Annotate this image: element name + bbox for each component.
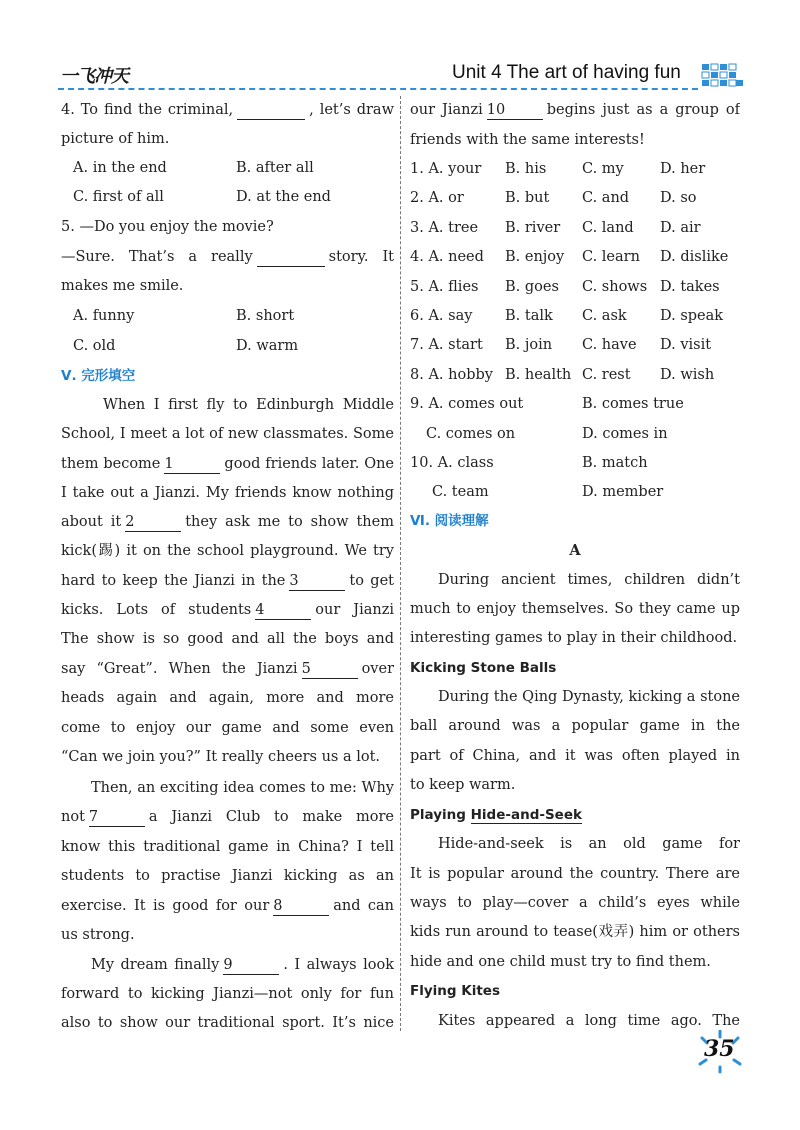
passage-line: ways to play—cover a child’s eyes while	[410, 895, 740, 911]
q5-line-1: 5. —Do you enjoy the movie?	[61, 219, 274, 235]
passage-line: part of China, and it was often played in	[410, 748, 740, 764]
choice-q7-option-d[interactable]: D. visit	[660, 337, 712, 354]
header-divider	[58, 88, 698, 90]
cloze-blank-9[interactable]: 9	[223, 956, 279, 975]
q5-blank[interactable]	[257, 248, 325, 267]
choice-q8-option-c[interactable]: C. rest	[582, 366, 631, 383]
q10-option-b[interactable]: B. match	[582, 455, 648, 471]
q4-option-c[interactable]: C. first of all	[73, 189, 164, 205]
choice-q2-option-b[interactable]: B. but	[505, 190, 550, 207]
q5-line-3: makes me smile.	[61, 278, 184, 294]
choice-q6-option-c[interactable]: C. ask	[582, 308, 627, 324]
q5-option-b[interactable]: B. short	[236, 308, 295, 324]
cloze-blank-2[interactable]: 2	[125, 513, 181, 532]
passage-line: much to enjoy themselves. So they came up	[410, 601, 740, 617]
q10-option-a[interactable]: 10. A. class	[410, 455, 494, 471]
choice-q5-option-a[interactable]: 5. A. flies	[410, 278, 479, 295]
choice-q4-option-d[interactable]: D. dislike	[660, 249, 729, 266]
q9-option-b[interactable]: B. comes true	[582, 396, 684, 412]
cloze-line: them become 1 good friends later. One	[61, 456, 394, 472]
cloze-line: also to show our traditional sport. It’s nice	[61, 1015, 394, 1031]
cloze-line: hard to keep the Jianzi in the 3 to get	[61, 573, 394, 589]
q9-option-d[interactable]: D. comes in	[582, 426, 668, 442]
choice-q5-option-b[interactable]: B. goes	[505, 278, 559, 295]
passage-line: to keep warm.	[410, 777, 516, 793]
choice-q2-option-a[interactable]: 2. A. or	[410, 190, 464, 207]
cloze-blank-10[interactable]: 10	[487, 101, 543, 120]
cloze-line: kick(踢) it on the school playground. We try	[61, 543, 394, 559]
cloze-line: friends with the same interests!	[410, 132, 645, 148]
cloze-line: come to enjoy our game and some even	[61, 714, 394, 744]
cloze-line: say “Great”. When the Jianzi 5 over	[61, 661, 394, 677]
choice-q6-option-b[interactable]: B. talk	[505, 308, 553, 324]
cloze-blank-1[interactable]: 1	[164, 455, 220, 474]
q4-option-a[interactable]: A. in the end	[73, 160, 167, 176]
choice-q4-option-b[interactable]: B. enjoy	[505, 249, 565, 266]
section-v-title: Ⅴ. 完形填空	[61, 368, 136, 384]
passage-label: A	[569, 542, 581, 559]
q4-option-d[interactable]: D. at the end	[236, 189, 331, 205]
choice-q3-option-c[interactable]: C. land	[582, 219, 634, 236]
cloze-line: students to practise Jianzi kicking as an	[61, 868, 394, 884]
passage-line: ball around was a popular game in the	[410, 718, 740, 734]
q9-option-c[interactable]: C. comes on	[426, 426, 516, 442]
q5-option-a[interactable]: A. funny	[73, 308, 135, 324]
cloze-line: When I first fly to Edinburgh Middle	[103, 397, 394, 413]
q5-option-d[interactable]: D. warm	[236, 338, 299, 354]
cloze-line: The show is so good and all the boys and	[61, 631, 394, 647]
cloze-line: exercise. It is good for our 8 and can	[61, 898, 394, 914]
passage-line: interesting games to play in their childhood.	[410, 630, 738, 646]
q5-line-2: —Sure. That’s a really story. It	[61, 249, 394, 265]
passage-line: hide and one child must try to find them.	[410, 954, 711, 970]
choice-q2-option-c[interactable]: C. and	[582, 190, 630, 207]
choice-q4-option-c[interactable]: C. learn	[582, 249, 640, 266]
brand-logo: 一飞冲天	[60, 66, 128, 87]
passage-line: During the Qing Dynasty, kicking a stone	[438, 689, 740, 705]
passage-line: It is popular around the country. There are	[410, 866, 740, 882]
passage-line: Kites appeared a long time ago. The	[438, 1013, 740, 1029]
cloze-line: forward to kicking Jianzi—not only for fun	[61, 986, 394, 1002]
column-divider	[400, 96, 401, 1031]
cloze-line: about it 2 they ask me to show them	[61, 514, 394, 530]
cloze-line: heads again and again, more and more	[61, 690, 394, 706]
cloze-line: My dream finally 9 . I always look	[91, 957, 394, 973]
choice-q2-option-d[interactable]: D. so	[660, 190, 697, 207]
cloze-line: School, I meet a lot of new classmates. Some	[61, 426, 394, 442]
cloze-blank-7[interactable]: 7	[89, 808, 145, 827]
cloze-blank-3[interactable]: 3	[289, 572, 345, 591]
choice-q1-option-d[interactable]: D. her	[660, 161, 706, 177]
q4-line-2: picture of him.	[61, 131, 170, 147]
cloze-blank-4[interactable]: 4	[255, 601, 311, 620]
cloze-line: us strong.	[61, 927, 135, 943]
unit-title: Unit 4 The art of having fun	[452, 62, 681, 83]
cloze-line: know this traditional game in China? I tell	[61, 839, 394, 855]
page-header	[0, 0, 800, 100]
q5-option-c[interactable]: C. old	[73, 338, 116, 354]
heading-kicking-stone-balls: Kicking Stone Balls	[410, 660, 557, 676]
heading-flying-kites: Flying Kites	[410, 983, 500, 999]
choice-q4-option-a[interactable]: 4. A. need	[410, 249, 484, 266]
choice-q8-option-a[interactable]: 8. A. hobby	[410, 366, 493, 383]
grid-decoration-icon	[700, 62, 744, 88]
choice-q3-option-d[interactable]: D. air	[660, 219, 701, 236]
choice-q8-option-b[interactable]: B. health	[505, 366, 572, 383]
choice-q1-option-b[interactable]: B. his	[505, 161, 547, 177]
cloze-blank-8[interactable]: 8	[273, 897, 329, 916]
cloze-blank-5[interactable]: 5	[302, 660, 358, 679]
passage-line: Hide-and-seek is an old game for	[438, 836, 740, 852]
q10-option-c[interactable]: C. team	[432, 484, 489, 500]
page-number: 35	[704, 1036, 735, 1062]
q4-option-b[interactable]: B. after all	[236, 160, 314, 176]
choice-q8-option-d[interactable]: D. wish	[660, 366, 715, 383]
choice-q7-option-a[interactable]: 7. A. start	[410, 337, 483, 354]
choice-q6-option-a[interactable]: 6. A. say	[410, 308, 473, 324]
choice-q3-option-a[interactable]: 3. A. tree	[410, 219, 479, 236]
cloze-line: “Can we join you?” It really cheers us a lot.	[61, 749, 381, 765]
choice-q5-option-c[interactable]: C. shows	[582, 278, 648, 295]
cloze-line: Then, an exciting idea comes to me: Why	[91, 780, 394, 796]
q4-line-1: 4. To find the criminal, , let’s draw	[61, 102, 394, 118]
choice-q1-option-c[interactable]: C. my	[582, 161, 624, 177]
choice-q3-option-b[interactable]: B. river	[505, 219, 561, 236]
cloze-line: I take out a Jianzi. My friends know nothing	[61, 485, 394, 501]
passage-line: During ancient times, children didn’t	[438, 572, 740, 588]
cloze-line: not 7 a Jianzi Club to make more	[61, 809, 394, 825]
choice-q5-option-d[interactable]: D. takes	[660, 278, 720, 295]
q9-option-a[interactable]: 9. A. comes out	[410, 396, 524, 412]
choice-q7-option-b[interactable]: B. join	[505, 337, 553, 354]
heading-hide-and-seek: Playing Hide-and-Seek	[410, 807, 582, 823]
cloze-line: our Jianzi 10 begins just as a group of	[410, 102, 740, 118]
choice-q7-option-c[interactable]: C. have	[582, 337, 637, 354]
section-vi-title: Ⅵ. 阅读理解	[410, 513, 489, 529]
choice-q6-option-d[interactable]: D. speak	[660, 308, 724, 324]
choice-q1-option-a[interactable]: 1. A. your	[410, 161, 482, 177]
q4-blank[interactable]	[237, 101, 305, 120]
cloze-line: kicks. Lots of students 4 our Jianzi	[61, 602, 394, 618]
q10-option-d[interactable]: D. member	[582, 484, 664, 500]
passage-line: kids run around to tease(戏弄) him or others	[410, 924, 740, 940]
